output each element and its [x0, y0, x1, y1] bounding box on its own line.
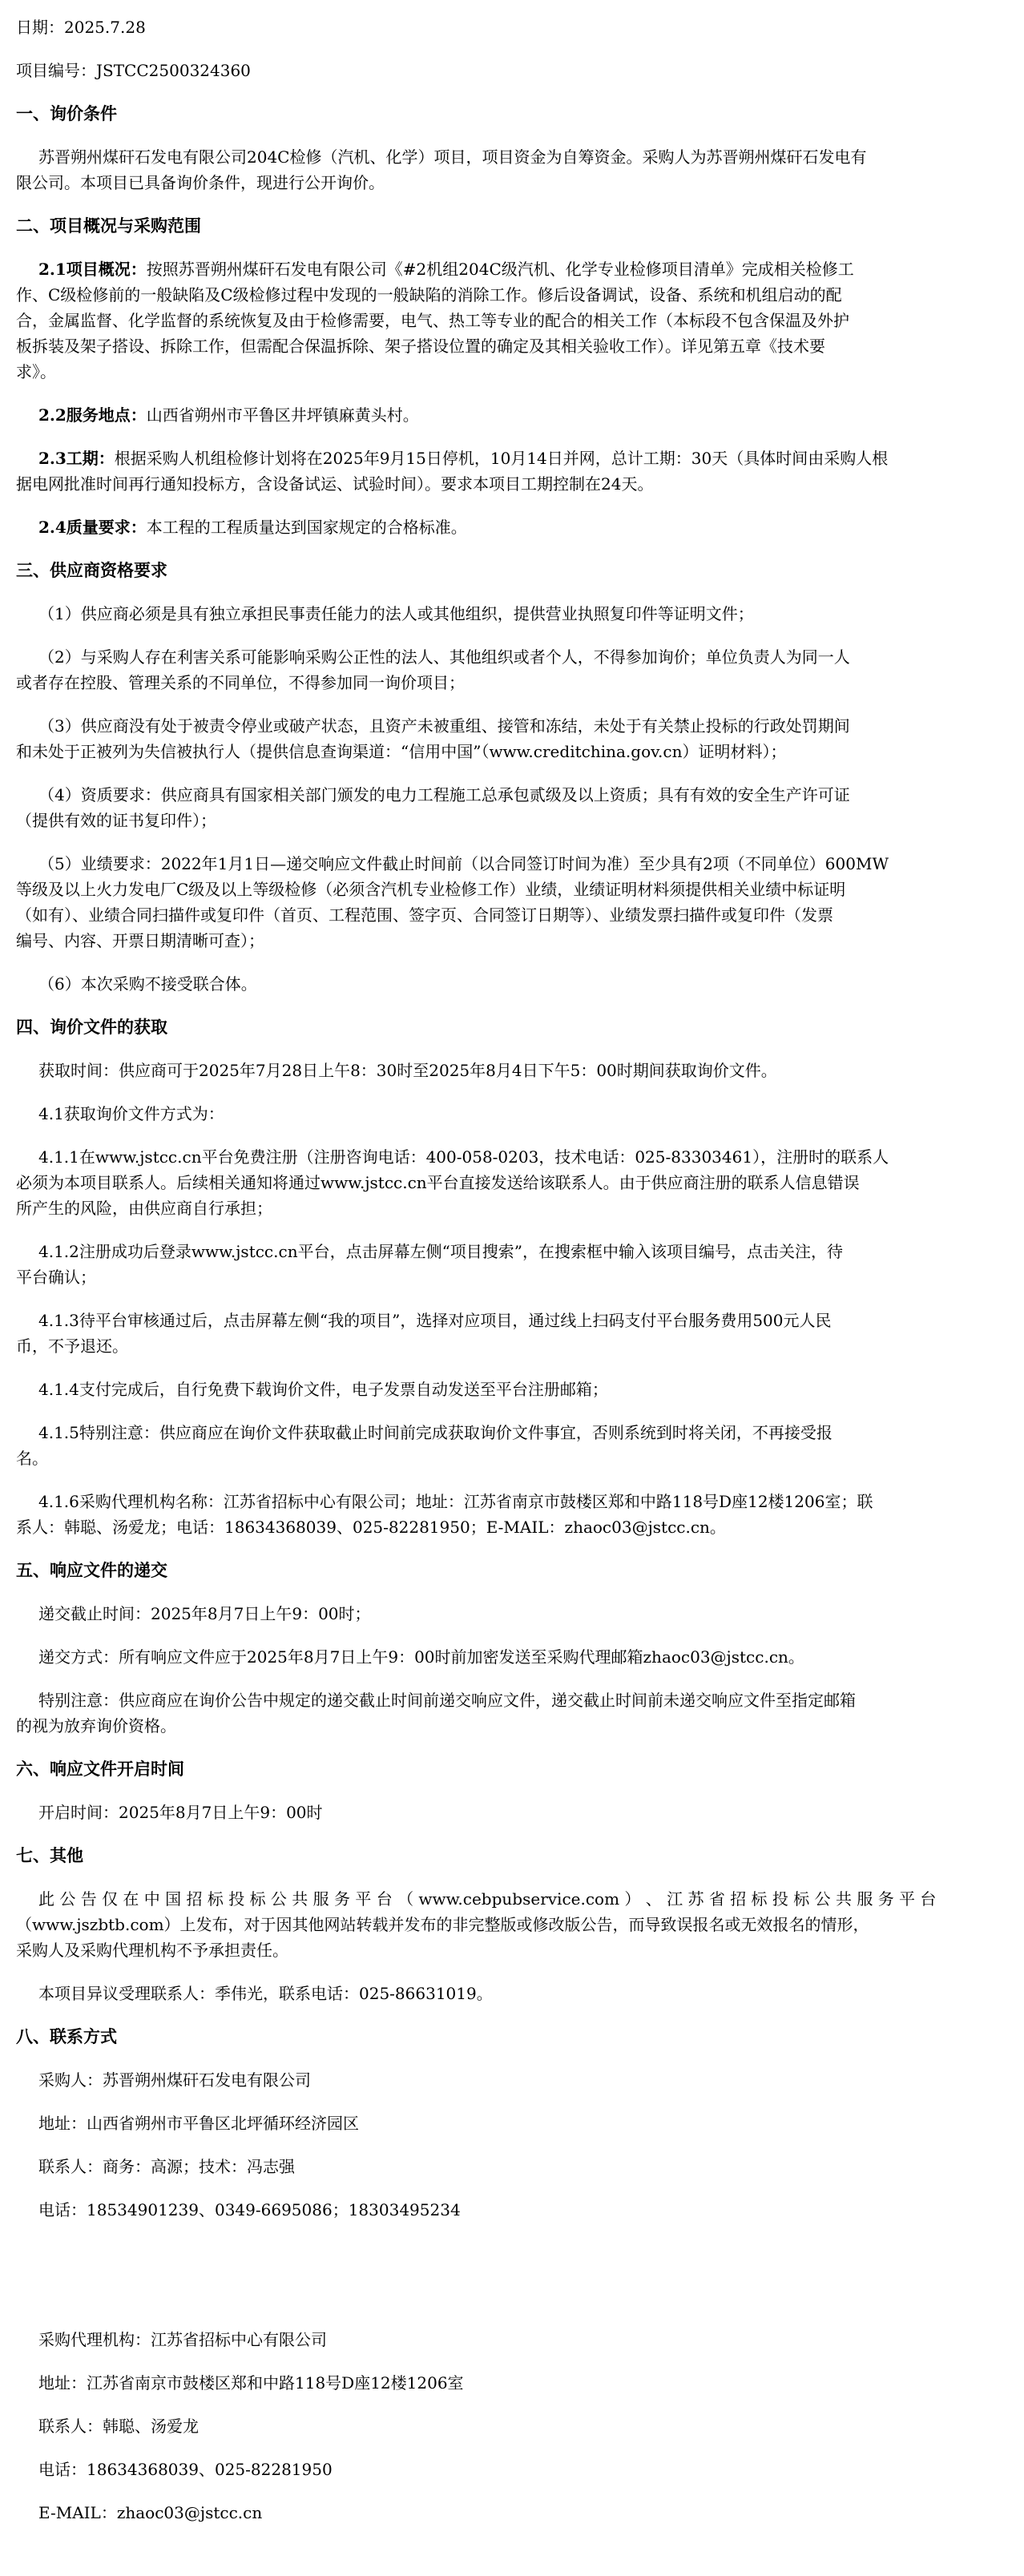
date-value: 2025.7.28: [64, 18, 146, 37]
obtain-step-line: 4.1.4支付完成后，自行免费下载询价文件，电子发票自动发送至平台注册邮箱；: [38, 1380, 608, 1399]
requirement-line: （如有）、业绩合同扫描件或复印件（首页、工程范围、签字页、合同签订日期等）、业绩发票扫描件或复印件（发票: [16, 905, 833, 925]
submission-notice-line: 特别注意：供应商应在询价公告中规定的递交截止时间前递交响应文件，递交截止时间前未递交响应文件至指定邮箱: [38, 1691, 856, 1710]
agent-address: 地址：江苏省南京市鼓楼区郑和中路118号D座12楼1206室: [38, 2373, 464, 2393]
agent-phone: 电话：18634368039、025-82281950: [38, 2460, 333, 2479]
obtain-step-line: 币，不予退还。: [16, 1336, 128, 1356]
service-location-label: 2.2服务地点：: [38, 405, 147, 425]
submission-deadline-line: 递交截止时间：2025年8月7日上午9：00时；: [38, 1604, 371, 1623]
obtain-step-line: 4.1.3待平台审核通过后，点击屏幕左侧“我的项目”，选择对应项目，通过线上扫码支付平台服务费用500元人民: [38, 1311, 832, 1330]
obtain-step-line: 4.1.1在www.jstcc.cn平台免费注册（注册咨询电话：400-058-0203，技术电话：025-83303461），注册时的联系人: [38, 1147, 889, 1167]
opening-time-line: 开启时间：2025年8月7日上午9：00时: [38, 1803, 323, 1822]
buyer-address: 地址：山西省朔州市平鲁区北坪循环经济园区: [38, 2114, 359, 2133]
requirement-line: （4）资质要求：供应商具有国家相关部门颁发的电力工程施工总承包贰级及以上资质；具有有效的安全生产许可证: [38, 785, 850, 804]
requirement-line: （3）供应商没有处于被责令停业或破产状态，且资产未被重组、接管和冻结，未处于有关禁止投标的行政处罚期间: [38, 716, 850, 736]
agent-contact: 联系人：韩聪、汤爱龙: [38, 2417, 199, 2436]
section-heading-contact: 八、联系方式: [16, 2026, 117, 2046]
requirement-line: （2）与采购人存在利害关系可能影响采购公正性的法人、其他组织或者个人，不得参加询价；单位负责人为同一人: [38, 647, 850, 667]
schedule-label: 2.3工期：: [38, 449, 115, 468]
submission-notice-line: 的视为放弃询价资格。: [16, 1716, 176, 1735]
buyer-phone: 电话：18534901239、0349-6695086；18303495234: [38, 2200, 461, 2219]
obtain-step-line: 4.1.5特别注意：供应商应在询价文件获取截止时间前完成获取询价文件事宜，否则系统到时将关闭，不再接受报: [38, 1423, 833, 1442]
requirement-line: （1）供应商必须是具有独立承担民事责任能力的法人或其他组织，提供营业执照复印件等证明文件；: [38, 604, 754, 623]
inquiry-conditions-line: 限公司。本项目已具备询价条件，现进行公开询价。: [16, 173, 385, 192]
requirement-line: （提供有效的证书复印件）；: [16, 811, 216, 830]
inquiry-conditions-line: 苏晋朔州煤矸石发电有限公司204C检修（汽机、化学）项目，项目资金为自筹资金。采购人为苏晋朔州煤矸石发电有: [38, 147, 867, 167]
obtain-step-line: 系人：韩聪、汤爱龙；电话：18634368039、025-82281950；E-MAIL：zhaoc03@jstcc.cn。: [16, 1518, 726, 1537]
section-heading-submission: 五、响应文件的递交: [16, 1560, 167, 1580]
section-heading-inquiry-conditions: 一、询价条件: [16, 103, 117, 123]
buyer-name: 采购人：苏晋朔州煤矸石发电有限公司: [38, 2070, 311, 2090]
section-heading-project-overview: 二、项目概况与采购范围: [16, 216, 201, 236]
overview-line: 合，金属监督、化学监督的系统恢复及由于检修需要，电气、热工等专业的配合的相关工作（本标段不包含保温及外护: [16, 311, 849, 330]
overview-label: 2.1项目概况：: [38, 260, 147, 279]
service-location-line: [38, 404, 1024, 428]
other-line: 此 公 告 仅 在 中 国 招 标 投 标 公 共 服 务 平 台 （ www.cebpubservice.com ） 、 江 苏 省 招 标 投 标 公 共 服 务 平 台: [38, 1889, 937, 1909]
requirement-line: （5）业绩要求：2022年1月1日—递交响应文件截止时间前（以合同签订时间为准）至少具有2项（不同单位）600MW: [38, 854, 889, 873]
submission-method-line: 递交方式：所有响应文件应于2025年8月7日上午9：00时前加密发送至采购代理邮箱zhaoc03@jstcc.cn。: [38, 1647, 804, 1667]
requirement-line: 编号、内容、开票日期清晰可查）；: [16, 931, 264, 950]
section-heading-obtain-documents: 四、询价文件的获取: [16, 1017, 167, 1037]
agent-name: 采购代理机构：江苏省招标中心有限公司: [38, 2330, 327, 2349]
requirement-line: 等级及以上火力发电厂C级及以上等级检修（必须含汽机专业检修工作）业绩，业绩证明材料须提供相关业绩中标证明: [16, 880, 846, 899]
schedule-text: 根据采购人机组检修计划将在2025年9月15日停机，10月14日并网，总计工期：30天（具体时间由采购人根: [114, 449, 889, 468]
obtain-step-line: 平台确认；: [16, 1268, 96, 1287]
project-number-line: [16, 59, 1024, 83]
project-number-value: JSTCC2500324360: [96, 61, 251, 80]
obtain-time-line: 获取时间：供应商可于2025年7月28日上午8：30时至2025年8月4日下午5：00时期间获取询价文件。: [38, 1061, 777, 1080]
overview-line: 求》。: [16, 362, 56, 381]
section-heading-qualification: 三、供应商资格要求: [16, 560, 167, 580]
section-heading-other: 七、其他: [16, 1845, 83, 1865]
buyer-contact: 联系人：商务：高源；技术：冯志强: [38, 2157, 295, 2176]
service-location-text: 山西省朔州市平鲁区井坪镇麻黄头村。: [146, 405, 419, 425]
overview-line: 板拆装及架子搭设、拆除工作，但需配合保温拆除、架子搭设位置的确定及其相关验收工作）。详见第五章《技术要: [16, 337, 825, 356]
project-number-label: 项目编号：: [16, 61, 96, 80]
requirement-line: （6）本次采购不接受联合体。: [38, 974, 257, 994]
overview-line: [38, 258, 1024, 282]
date-label: 日期：: [16, 18, 64, 37]
date-line: [16, 16, 1024, 40]
quality-label: 2.4质量要求：: [38, 518, 147, 537]
requirement-line: 或者存在控股、管理关系的不同单位，不得参加同一询价项目；: [16, 673, 465, 692]
obtain-step-line: 4.1.2注册成功后登录www.jstcc.cn平台，点击屏幕左侧“项目搜索”，在搜索框中输入该项目编号，点击关注，待: [38, 1242, 844, 1261]
obtain-step-line: 4.1.6采购代理机构名称：江苏省招标中心有限公司；地址：江苏省南京市鼓楼区郑和中路118号D座12楼1206室；联: [38, 1492, 873, 1511]
obtain-step-line: 所产生的风险，由供应商自行承担；: [16, 1199, 272, 1218]
objection-contact-line: 本项目异议受理联系人：季伟光，联系电话：025-86631019。: [38, 1984, 493, 2003]
agent-email: E-MAIL：zhaoc03@jstcc.cn: [38, 2503, 263, 2522]
section-heading-opening-time: 六、响应文件开启时间: [16, 1759, 184, 1779]
schedule-line: 据电网批准时间再行通知投标方，含设备试运、试验时间）。要求本项目工期控制在24天。: [16, 474, 654, 494]
schedule-line: [38, 447, 1024, 471]
quality-text: 本工程的工程质量达到国家规定的合格标准。: [146, 518, 467, 537]
other-line: （www.jszbtb.com）上发布，对于因其他网站转载并发布的非完整版或修改版公告，而导致误报名或无效报名的情形，: [16, 1915, 869, 1934]
quality-line: [38, 516, 1024, 540]
overview-line: 作、C级检修前的一般缺陷及C级检修过程中发现的一般缺陷的消除工作。修后设备调试，设备、系统和机组启动的配: [16, 285, 842, 304]
obtain-step-line: 必须为本项目联系人。后续相关通知将通过www.jstcc.cn平台直接发送给该联系人。由于供应商注册的联系人信息错误: [16, 1173, 860, 1192]
obtain-method-line: 4.1获取询价文件方式为：: [38, 1104, 224, 1123]
obtain-step-line: 名。: [16, 1449, 48, 1468]
requirement-line: 和未处于正被列为失信被执行人（提供信息查询渠道：“信用中国”（www.creditchina.gov.cn）证明材料）；: [16, 742, 787, 761]
overview-text: 按照苏晋朔州煤矸石发电有限公司《#2机组204C级汽机、化学专业检修项目清单》完成相关检修工: [146, 260, 854, 279]
other-line: 采购人及采购代理机构不予承担责任。: [16, 1941, 288, 1960]
